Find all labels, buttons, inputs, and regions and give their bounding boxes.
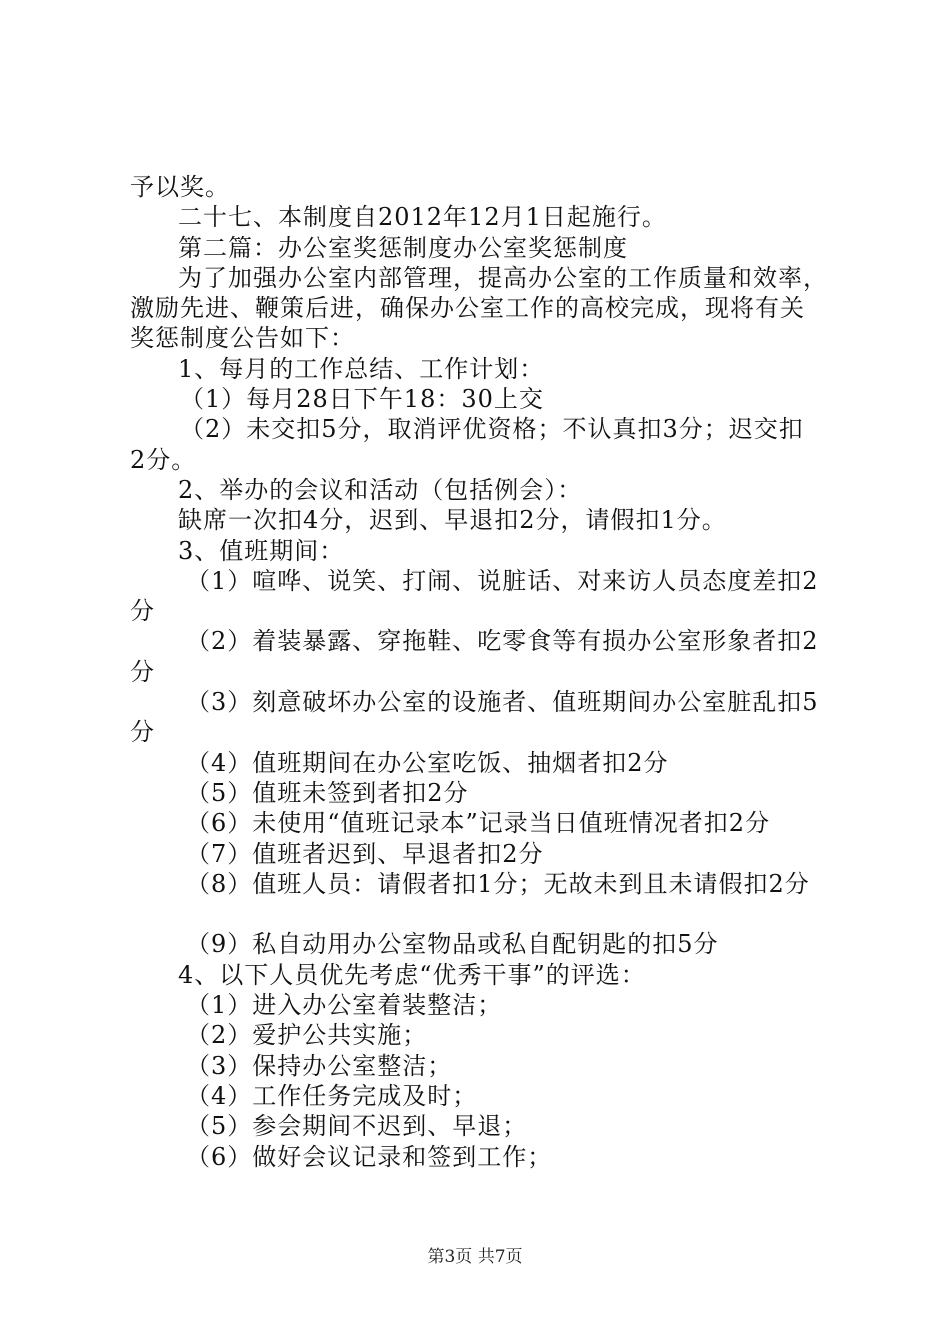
list-item: （4）值班期间在办公室吃饭、抽烟者扣2分 [186,748,669,777]
list-item-continuation: 分 [130,657,155,686]
list-item: （1）每月28日下午18：30上交 [180,385,544,414]
list-item: （2）未交扣5分，取消评优资格；不认真扣3分；迟交扣 [180,415,804,444]
list-item: （1）喧哗、说笑、打闹、说脏话、对来访人员态度差扣2 [186,566,819,595]
list-item-continuation: 分 [130,597,155,626]
list-item: （1）进入办公室着装整洁； [186,991,503,1020]
text-line: 缺席一次扣4分，迟到、早退扣2分，请假扣1分。 [178,506,727,535]
text-line: 为了加强办公室内部管理，提高办公室的工作质量和效率， [178,263,828,292]
list-item-continuation: 2分。 [130,445,197,474]
list-item: （2）着装暴露、穿拖鞋、吃零食等有损办公室形象者扣2 [186,627,819,656]
list-heading: 2、举办的会议和活动（包括例会）： [178,475,583,504]
list-item: （6）做好会议记录和签到工作； [186,1142,553,1171]
text-line: 激励先进、鞭策后进，确保办公室工作的高校完成，现将有关 [130,294,805,323]
list-item-continuation: 分 [130,718,155,747]
list-item: （4）工作任务完成及时； [186,1081,478,1110]
list-item: （3）刻意破坏办公室的设施者、值班期间办公室脏乱扣5 [186,688,819,717]
list-heading: 1、每月的工作总结、工作计划： [178,354,545,383]
blank-line [130,899,840,929]
list-item: （9）私自动用办公室物品或私自配钥匙的扣5分 [186,930,719,959]
list-item: （5）值班未签到者扣2分 [186,778,469,807]
list-item: （5）参会期间不迟到、早退； [186,1112,528,1141]
list-item: （2）爱护公共实施； [186,1021,428,1050]
page-number: 第3页 共7页 [427,1247,523,1267]
text-line: 予以奖。 [130,173,230,201]
list-heading: 4、以下人员优先考虑“优秀干事”的评选： [178,960,646,989]
text-line: 奖惩制度公告如下： [130,324,355,353]
list-item: （6）未使用“值班记录本”记录当日值班情况者扣2分 [186,809,771,838]
page-footer [0,1242,950,1267]
section-heading: 第二篇：办公室奖惩制度办公室奖惩制度 [178,233,628,262]
list-heading: 3、值班期间： [178,536,345,565]
text-line: 二十七、本制度自2012年12月1日起施行。 [178,203,667,232]
list-item: （7）值班者迟到、早退者扣2分 [186,839,544,868]
document-body [130,172,840,1172]
list-item: （8）值班人员：请假者扣1分；无故未到且未请假扣2分 [186,869,810,898]
list-item: （3）保持办公室整洁； [186,1051,453,1080]
